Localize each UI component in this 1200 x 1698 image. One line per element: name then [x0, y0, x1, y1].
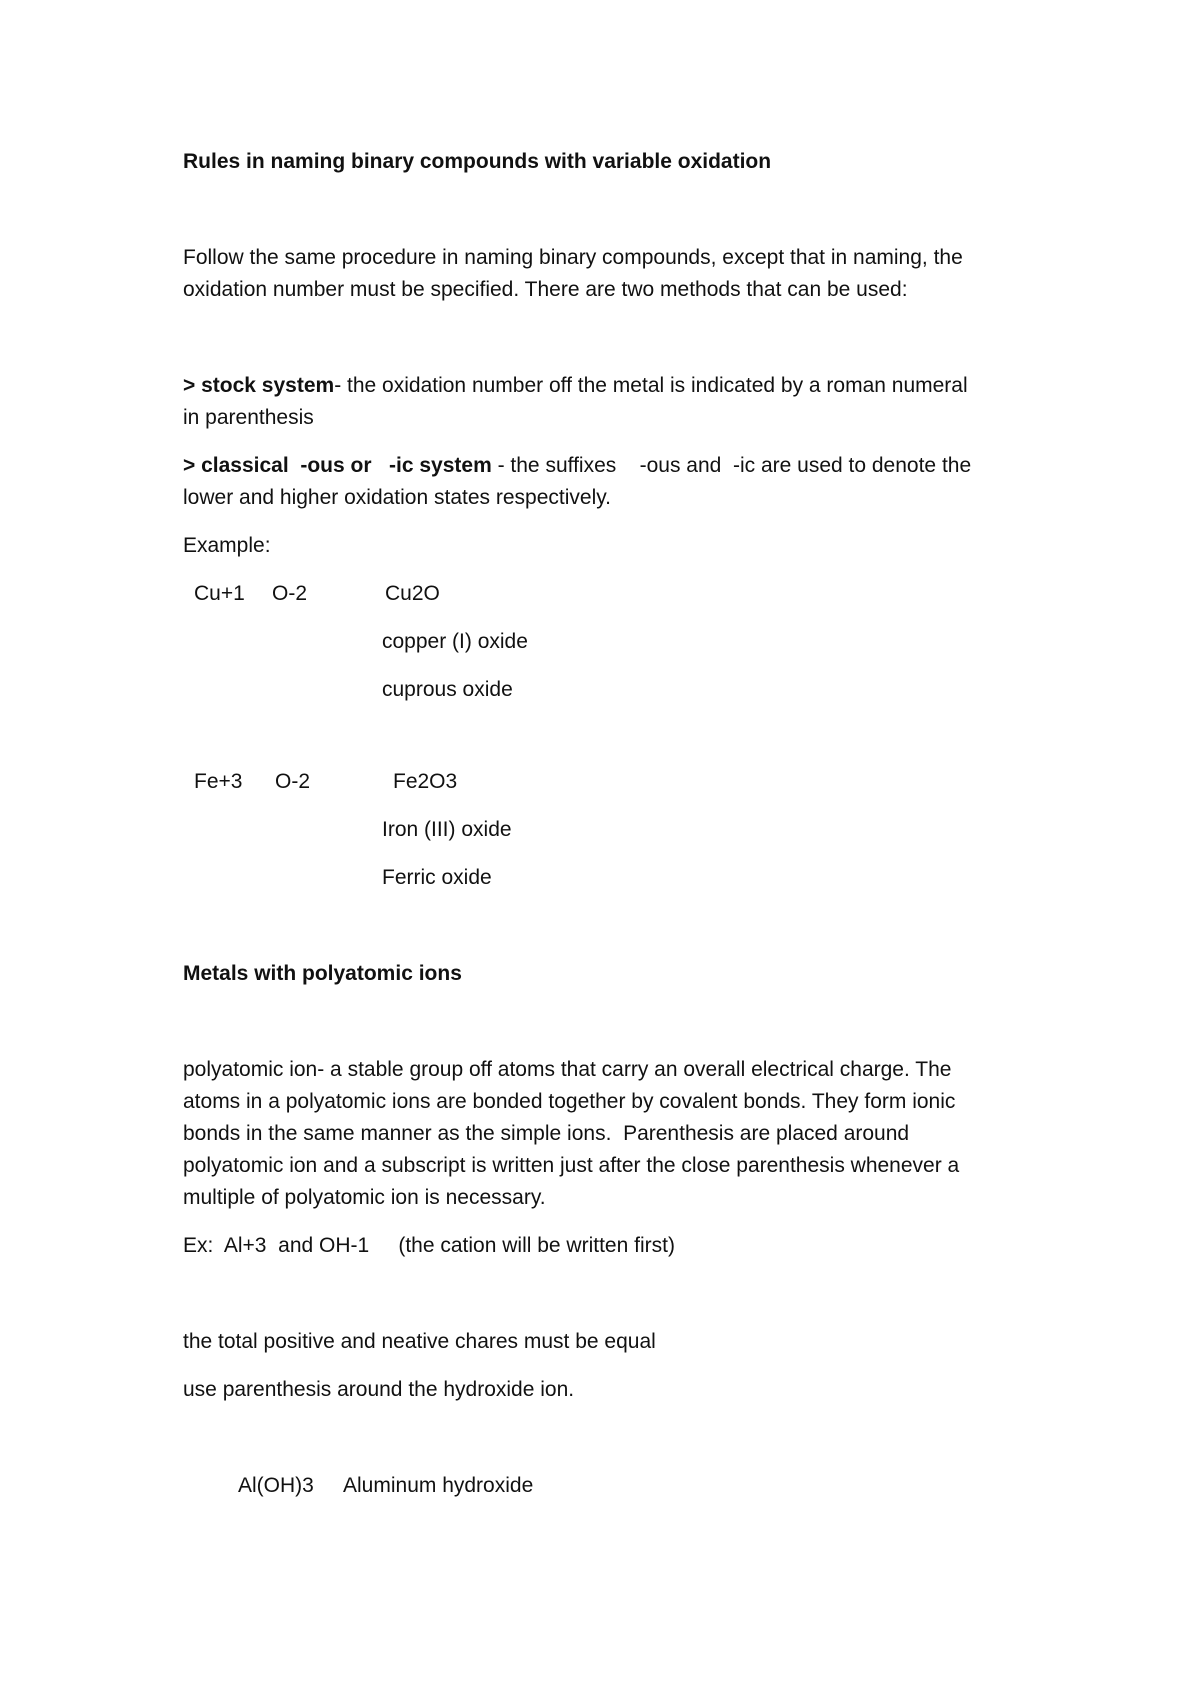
intro-line-1: Follow the same procedure in naming binary compounds, except that in naming, the	[183, 246, 963, 269]
example-label: Example:	[183, 534, 271, 557]
example-ions-line: Ex: Al+3 and OH-1 (the cation will be written first)	[183, 1234, 675, 1257]
classical-bullet: >	[183, 454, 202, 477]
example-1-cation: Cu+1	[194, 582, 245, 605]
final-name: Aluminum hydroxide	[343, 1474, 534, 1497]
example-1-formula: Cu2O	[385, 582, 440, 605]
rule-equal-charges: the total positive and neative chares must be equal	[183, 1330, 656, 1353]
intro-line-2: oxidation number must be specified. There are two methods that can be used:	[183, 278, 908, 301]
rule-parenthesis: use parenthesis around the hydroxide ion.	[183, 1378, 575, 1401]
classical-system-term: classical -ous or -ic system	[201, 454, 492, 477]
stock-bullet: >	[183, 374, 202, 397]
example-1-anion: O-2	[272, 582, 308, 605]
poly-line-3: bonds in the same manner as the simple ions. Parenthesis are placed around	[183, 1122, 910, 1145]
classical-system-line-1	[183, 450, 971, 482]
stock-system-line-1	[183, 370, 968, 402]
stock-system-desc: - the oxidation number off the metal is indicated by a roman numeral	[334, 374, 968, 397]
heading-polyatomic-ions: Metals with polyatomic ions	[183, 962, 462, 985]
example-2-cation: Fe+3	[194, 770, 243, 793]
classical-system-desc: - the suffixes -ous and -ic are used to denote the	[491, 454, 972, 477]
stock-system-line-2: in parenthesis	[183, 406, 314, 429]
heading-variable-oxidation: Rules in naming binary compounds with variable oxidation	[183, 150, 772, 173]
example-1-stock-name: copper (I) oxide	[382, 630, 528, 653]
poly-line-5: multiple of polyatomic ion is necessary.	[183, 1186, 546, 1209]
example-2-stock-name: Iron (III) oxide	[382, 818, 512, 841]
final-formula: Al(OH)3	[238, 1474, 314, 1497]
classical-system-line-2: lower and higher oxidation states respectively.	[183, 486, 612, 509]
poly-line-4: polyatomic ion and a subscript is written just after the close parenthesis whenever a	[183, 1154, 960, 1177]
poly-line-1: polyatomic ion- a stable group off atoms that carry an overall electrical charge. The	[183, 1058, 952, 1081]
example-2-formula: Fe2O3	[393, 770, 458, 793]
example-1-classical-name: cuprous oxide	[382, 678, 513, 701]
example-2-classical-name: Ferric oxide	[382, 866, 492, 889]
poly-line-2: atoms in a polyatomic ions are bonded together by covalent bonds. They form ionic	[183, 1090, 956, 1113]
example-2-anion: O-2	[275, 770, 311, 793]
stock-system-term: stock system	[201, 374, 335, 397]
